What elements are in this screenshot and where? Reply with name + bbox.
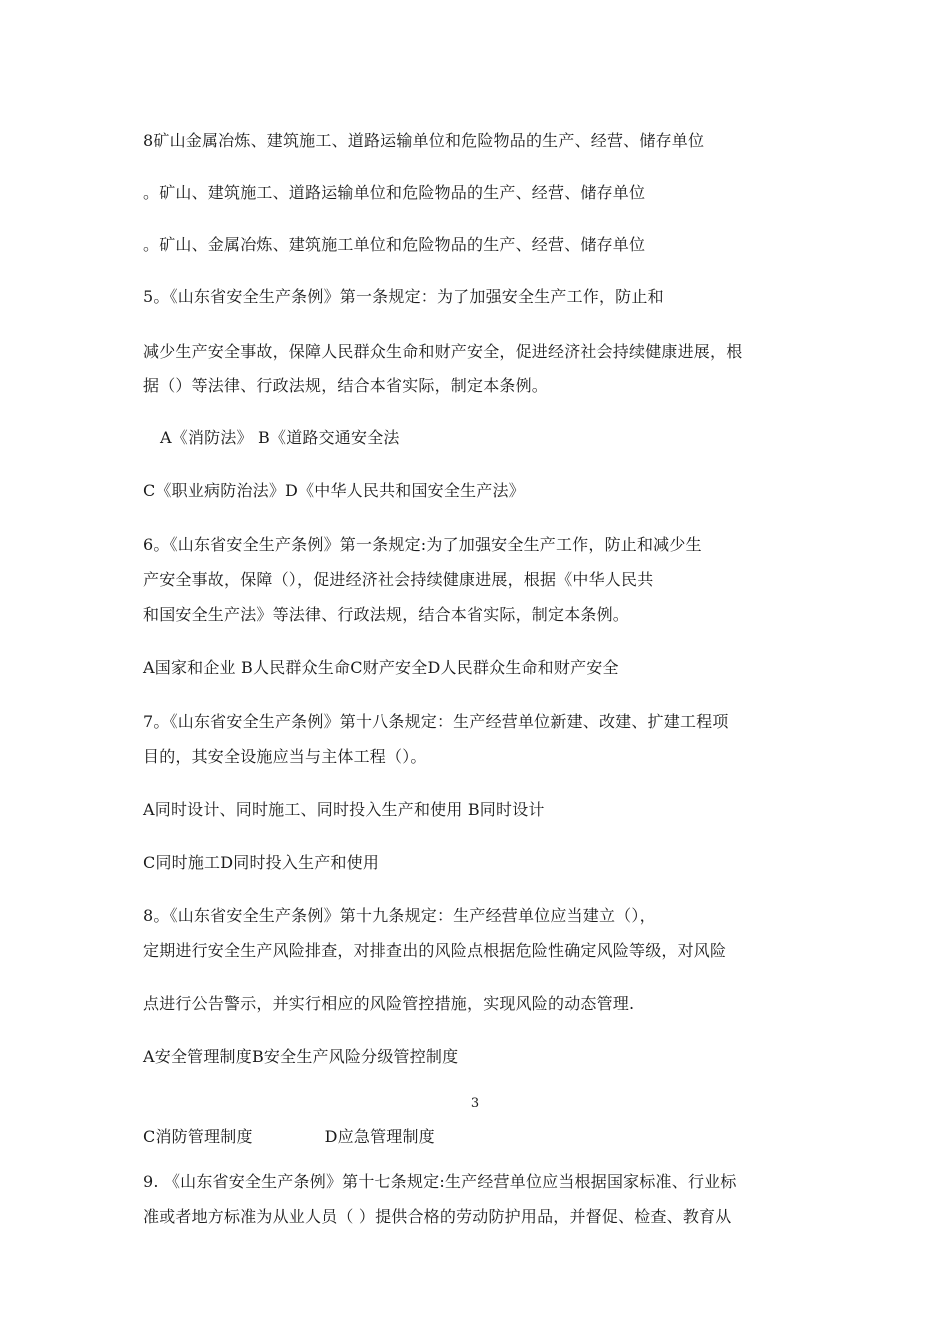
question-5-options-cd: C《职业病防治法》D《中华人民共和国安全生产法》 — [143, 481, 525, 500]
text-line: 。矿山、建筑施工、道路运输单位和危险物品的生产、经营、储存单位 — [143, 183, 646, 202]
question-6-options: A国家和企业 B人民群众生命C财产安全D人民群众生命和财产安全 — [143, 658, 619, 677]
text-line: 定期进行安全生产风险排查，对排查出的风险点根据危险性确定风险等级，对风险 — [143, 941, 727, 960]
text-line: 和国安全生产法》等法律、行政法规，结合本省实际，制定本条例。 — [143, 605, 630, 624]
text-line: 。矿山、金属冶炼、建筑施工单位和危险物品的生产、经营、储存单位 — [143, 235, 646, 254]
question-8-options-ab: A安全管理制度B安全生产风险分级管控制度 — [143, 1047, 459, 1066]
option-d: D应急管理制度 — [324, 1127, 435, 1146]
question-6-line: 6。《山东省安全生产条例》第一条规定:为了加强安全生产工作，防止和减少生 — [143, 535, 702, 554]
text-line: 准或者地方标准为从业人员（ ）提供合格的劳动防护用品，并督促、检查、教育从 — [143, 1207, 732, 1226]
question-7-options-cd: C同时施工D同时投入生产和使用 — [143, 853, 380, 872]
question-8-line: 8。《山东省安全生产条例》第十九条规定：生产经营单位应当建立（）， — [143, 906, 656, 925]
question-8-options-cd — [143, 1127, 435, 1147]
text-line: 8矿山金属冶炼、建筑施工、道路运输单位和危险物品的生产、经营、储存单位 — [143, 131, 705, 150]
question-7-options-ab: A同时设计、同时施工、同时投入生产和使用 B同时设计 — [143, 800, 545, 819]
question-7-line: 7。《山东省安全生产条例》第十八条规定：生产经营单位新建、改建、扩建工程项 — [143, 712, 729, 731]
question-9-line: 9. 《山东省安全生产条例》第十七条规定:生产经营单位应当根据国家标准、行业标 — [143, 1172, 737, 1191]
text-line: 点进行公告警示，并实行相应的风险管控措施，实现风险的动态管理. — [143, 994, 635, 1013]
option-c: C消防管理制度 — [143, 1127, 253, 1146]
text-line: 产安全事故，保障（），促进经济社会持续健康进展，根据《中华人民共 — [143, 570, 654, 589]
text-line: 减少生产安全事故，保障人民群众生命和财产安全，促进经济社会持续健康进展，根 — [143, 342, 743, 361]
text-line: 据（）等法律、行政法规，结合本省实际，制定本条例。 — [143, 376, 549, 395]
question-5-options-ab: A《消防法》 B《道路交通安全法 — [160, 428, 400, 447]
page-number: 3 — [470, 1096, 480, 1111]
question-5-line: 5。《山东省安全生产条例》第一条规定：为了加强安全生产工作，防止和 — [143, 287, 664, 306]
text-line: 目的，其安全设施应当与主体工程（）。 — [143, 747, 427, 766]
